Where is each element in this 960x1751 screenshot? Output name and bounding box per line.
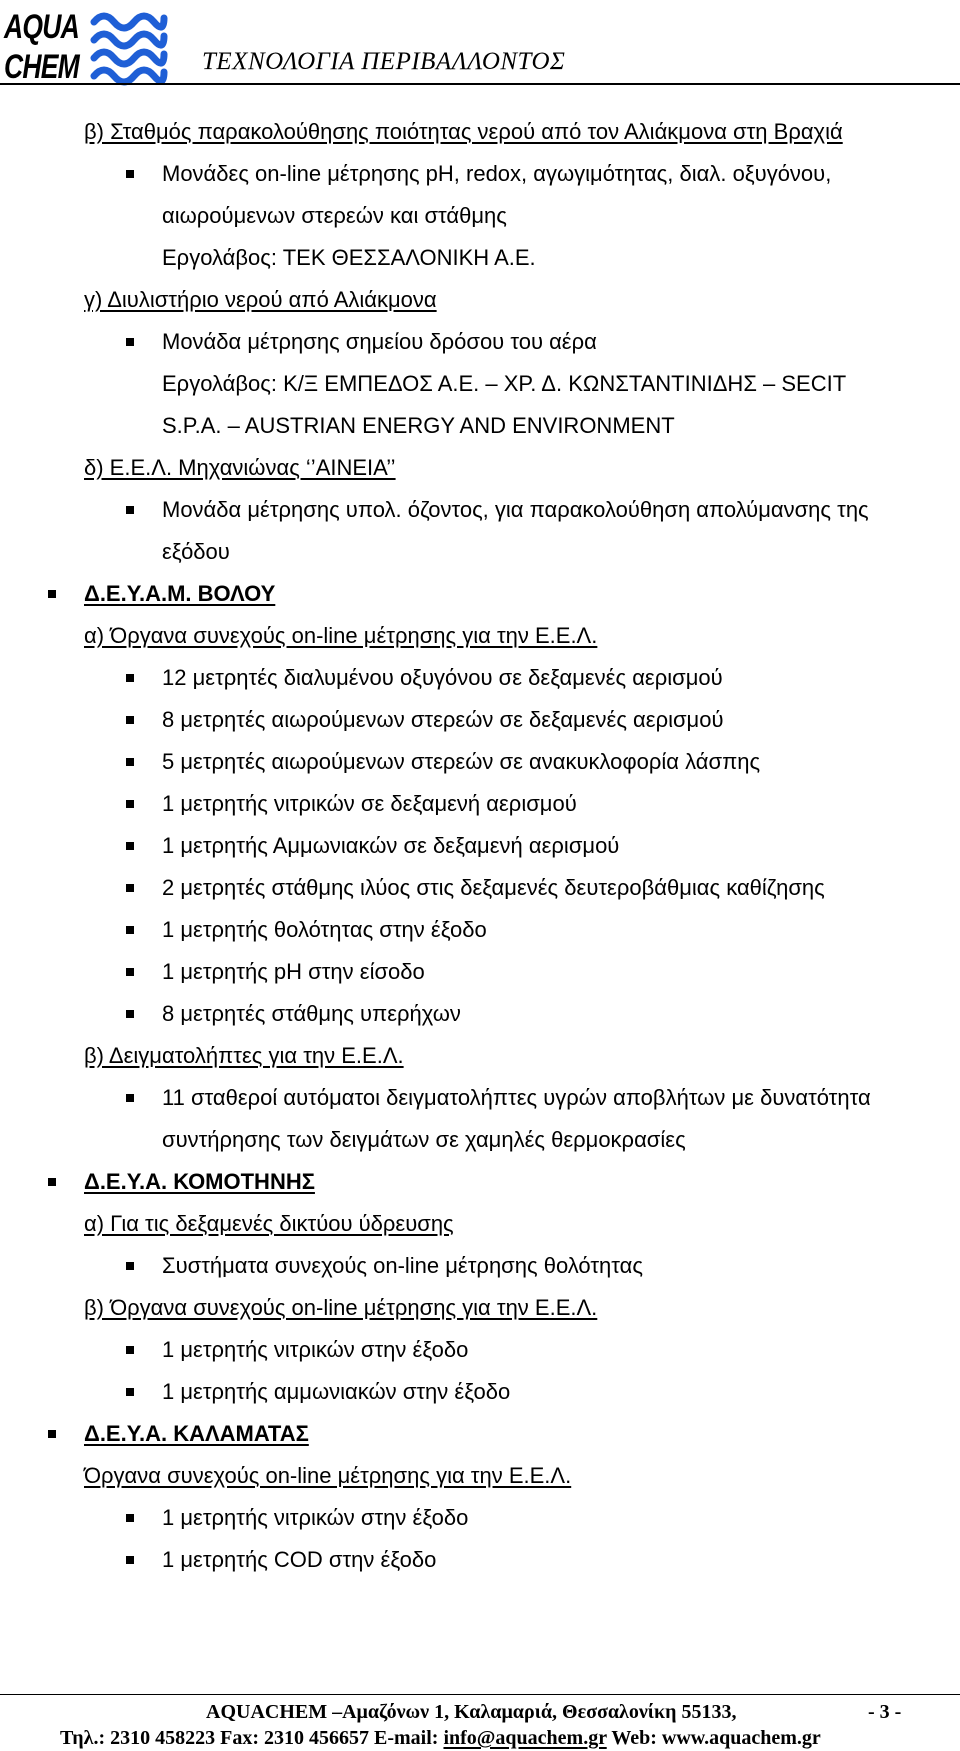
page-number: - 3 - bbox=[868, 1701, 902, 1723]
aquachem-logo bbox=[4, 6, 164, 88]
bullet-icon bbox=[126, 1262, 134, 1270]
list-item: 2 μετρητές στάθμης ιλύος στις δεξαμενές δευτεροβάθμιας καθίζησης bbox=[162, 875, 825, 900]
list-item: 8 μετρητές στάθμης υπερήχων bbox=[162, 1001, 461, 1026]
bullet-icon bbox=[48, 590, 56, 598]
bullet-icon bbox=[126, 338, 134, 346]
email-link[interactable]: info@aquachem.gr bbox=[443, 1727, 607, 1749]
list-item: Μονάδα μέτρησης σημείου δρόσου του αέρα bbox=[162, 329, 597, 354]
list-item: 1 μετρητής Αμμωνιακών σε δεξαμενή αερισμού bbox=[162, 833, 620, 858]
list-item: 1 μετρητής νιτρικών στην έξοδο bbox=[162, 1337, 469, 1362]
footer-web: Web: www.aquachem.gr bbox=[606, 1727, 821, 1749]
logo-chem-text: CHEM bbox=[4, 48, 79, 86]
section-heading: α) Για τις δεξαμενές δικτύου ύδρευσης bbox=[84, 1211, 454, 1236]
bullet-icon bbox=[48, 1430, 56, 1438]
list-item-continuation: εξόδου bbox=[162, 539, 230, 564]
bullet-icon bbox=[126, 170, 134, 178]
footer-divider bbox=[0, 1694, 960, 1695]
organization-heading: Δ.Ε.Υ.Α.Μ. ΒΟΛΟΥ bbox=[84, 581, 276, 606]
list-item: Μονάδες on-line μέτρησης pH, redox, αγωγιμότητας, διαλ. οξυγόνου, bbox=[162, 161, 832, 186]
section-heading: δ) Ε.Ε.Λ. Μηχανιώνας ‘’ΑΙΝΕΙΑ’’ bbox=[84, 455, 396, 480]
contractor-text: Εργολάβος: ΤΕΚ ΘΕΣΣΑΛΟΝΙΚΗ Α.Ε. bbox=[162, 245, 536, 270]
bullet-icon bbox=[126, 842, 134, 850]
section-heading: β) Όργανα συνεχούς on-line μέτρησης για την Ε.Ε.Λ. bbox=[84, 1295, 598, 1320]
list-item: 1 μετρητής θολότητας στην έξοδο bbox=[162, 917, 487, 942]
bullet-icon bbox=[126, 758, 134, 766]
waves-icon bbox=[88, 8, 168, 88]
bullet-icon bbox=[126, 926, 134, 934]
list-item: 1 μετρητής αμμωνιακών στην έξοδο bbox=[162, 1379, 511, 1404]
bullet-icon bbox=[126, 674, 134, 682]
list-item: 12 μετρητές διαλυμένου οξυγόνου σε δεξαμενές αερισμού bbox=[162, 665, 723, 690]
list-item-continuation: αιωρούμενων στερεών και στάθμης bbox=[162, 203, 507, 228]
footer-contact-phone-fax: Τηλ.: 2310 458223 Fax: 2310 456657 E-mail: bbox=[60, 1727, 444, 1749]
list-item: 5 μετρητές αιωρούμενων στερεών σε ανακυκλοφορία λάσπης bbox=[162, 749, 761, 774]
list-item: 1 μετρητής νιτρικών στην έξοδο bbox=[162, 1505, 469, 1530]
list-item: Συστήματα συνεχούς on-line μέτρησης θολότητας bbox=[162, 1253, 643, 1278]
footer-address: AQUACHEM –Αμαζόνων 1, Καλαμαριά, Θεσσαλονίκη 55133, bbox=[206, 1701, 737, 1723]
contractor-text-continuation: S.P.A. – AUSTRIAN ENERGY AND ENVIRONMENT bbox=[162, 413, 675, 438]
logo-aqua-text: AQUA bbox=[4, 8, 79, 46]
list-item: 1 μετρητής COD στην έξοδο bbox=[162, 1547, 437, 1572]
header-divider bbox=[0, 83, 960, 85]
section-heading: Όργανα συνεχούς on-line μέτρησης για την Ε.Ε.Λ. bbox=[84, 1463, 572, 1488]
bullet-icon bbox=[126, 968, 134, 976]
bullet-icon bbox=[126, 506, 134, 514]
list-item: 8 μετρητές αιωρούμενων στερεών σε δεξαμενές αερισμού bbox=[162, 707, 724, 732]
list-item-continuation: συντήρησης των δειγμάτων σε χαμηλές θερμοκρασίες bbox=[162, 1127, 686, 1152]
list-item: 1 μετρητής νιτρικών σε δεξαμενή αερισμού bbox=[162, 791, 577, 816]
bullet-icon bbox=[126, 1094, 134, 1102]
bullet-icon bbox=[126, 1010, 134, 1018]
bullet-icon bbox=[126, 1514, 134, 1522]
section-heading: γ) Διυλιστήριο νερού από Αλιάκμονα bbox=[84, 287, 437, 312]
footer-contact bbox=[60, 1726, 821, 1750]
list-item: 1 μετρητής pH στην είσοδο bbox=[162, 959, 425, 984]
bullet-icon bbox=[126, 884, 134, 892]
list-item: Μονάδα μέτρησης υπολ. όζοντος, για παρακολούθηση απολύμανσης της bbox=[162, 497, 869, 522]
contractor-text: Εργολάβος: Κ/Ξ ΕΜΠΕΔΟΣ Α.Ε. – ΧΡ. Δ. ΚΩΝΣΤΑΝΤΙΝΙΔΗΣ – SECIT bbox=[162, 371, 847, 396]
organization-heading: Δ.Ε.Υ.Α. ΚΑΛΑΜΑΤΑΣ bbox=[84, 1421, 309, 1446]
bullet-icon bbox=[126, 1346, 134, 1354]
bullet-icon bbox=[126, 716, 134, 724]
section-heading: α) Όργανα συνεχούς on-line μέτρησης για την Ε.Ε.Λ. bbox=[84, 623, 598, 648]
bullet-icon bbox=[126, 1388, 134, 1396]
list-item: 11 σταθεροί αυτόματοι δειγματολήπτες υγρών αποβλήτων με δυνατότητα bbox=[162, 1085, 871, 1110]
page-header bbox=[0, 0, 960, 92]
section-heading: β) Δειγματολήπτες για την Ε.Ε.Λ. bbox=[84, 1043, 404, 1068]
bullet-icon bbox=[126, 800, 134, 808]
section-heading: β) Σταθμός παρακολούθησης ποιότητας νερού από τον Αλιάκμονα στη Βραχιά bbox=[84, 119, 843, 144]
bullet-icon bbox=[126, 1556, 134, 1564]
bullet-icon bbox=[48, 1178, 56, 1186]
header-title: ΤΕΧΝΟΛΟΓΙΑ ΠΕΡΙΒΑΛΛΟΝΤΟΣ bbox=[202, 48, 566, 75]
organization-heading: Δ.Ε.Υ.Α. ΚΟΜΟΤΗΝΗΣ bbox=[84, 1169, 315, 1194]
